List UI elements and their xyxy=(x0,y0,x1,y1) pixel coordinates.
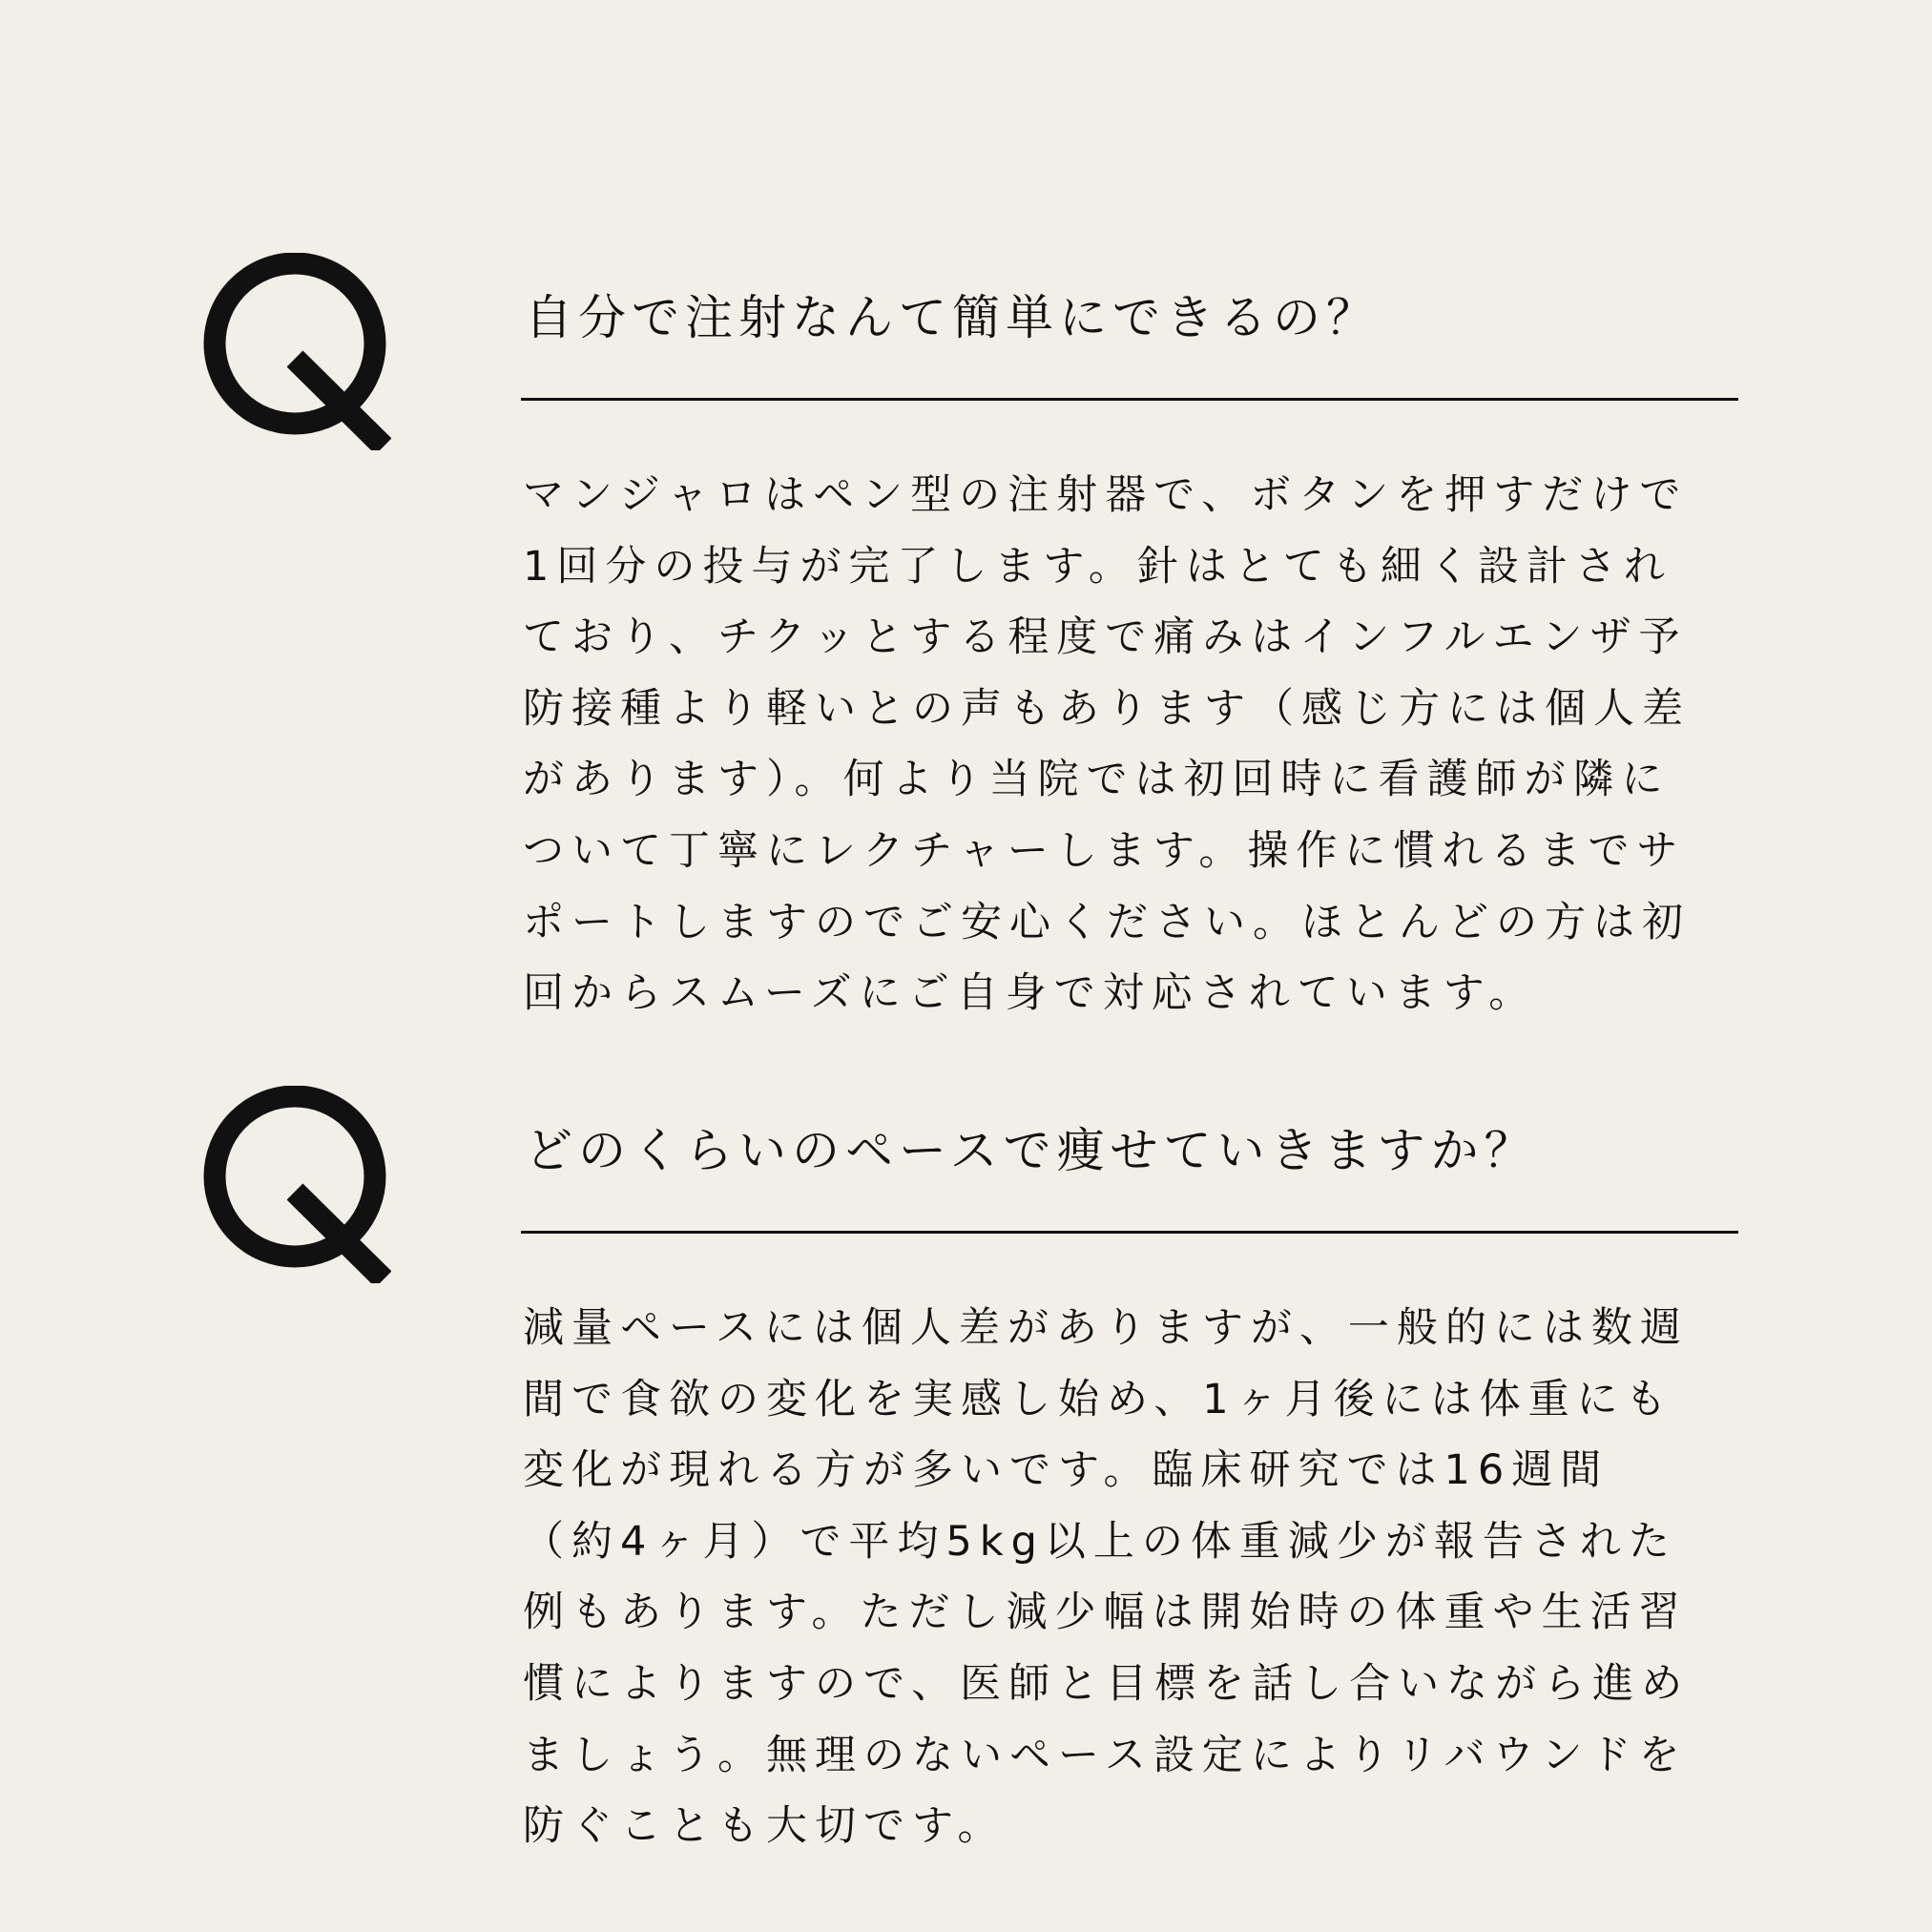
question-text: どのくらいのペースで痩せていきますか？ xyxy=(525,1123,1538,1178)
answer-text xyxy=(523,1293,1744,1862)
answer-line: 回からスムーズにご自身で対応されています。 xyxy=(523,969,1538,1018)
divider-line xyxy=(521,1231,1738,1234)
answer-line: 1回分の投与が完了します。針はとても細く設計され xyxy=(523,542,1672,591)
q-mark-icon xyxy=(203,1086,391,1283)
answer-line: があります）。何より当院では初回時に看護師が隣に xyxy=(523,756,1671,804)
answer-line: 慣によりますので、医師と目標を話し合いながら進め xyxy=(523,1659,1691,1708)
answer-line: 減量ペースには個人差がありますが、一般的には数週 xyxy=(523,1304,1689,1352)
q-mark-icon xyxy=(203,253,391,450)
answer-line: 変化が現れる方が多いです。臨床研究では16週間 xyxy=(523,1446,1610,1495)
answer-line: 防接種より軽いとの声もあります（感じ方には個人差 xyxy=(523,684,1691,733)
answer-text xyxy=(523,460,1744,1029)
answer-line: ポートしますのでご安心ください。ほとんどの方は初 xyxy=(523,898,1691,946)
answer-line: 間で食欲の変化を実感し始め、1ヶ月後には体重にも xyxy=(523,1375,1674,1423)
answer-line: 例もあります。ただし減少幅は開始時の体重や生活習 xyxy=(523,1589,1688,1637)
answer-line: （約4ヶ月）で平均5kg以上の体重減少が報告された xyxy=(523,1517,1677,1566)
answer-line: ましょう。無理のないペース設定によりリバウンドを xyxy=(523,1731,1688,1779)
answer-line: マンジャロはペン型の注射器で、ボタンを押すだけで xyxy=(523,471,1689,519)
answer-line: ついて丁寧にレクチャーします。操作に慣れるまでサ xyxy=(523,826,1686,875)
question-text: 自分で注射なんて簡単にできるの？ xyxy=(525,290,1380,345)
divider-line xyxy=(521,398,1738,401)
answer-line: 防ぐことも大切です。 xyxy=(523,1802,1007,1851)
answer-line: ており、チクッとする程度で痛みはインフルエンザ予 xyxy=(523,613,1688,662)
